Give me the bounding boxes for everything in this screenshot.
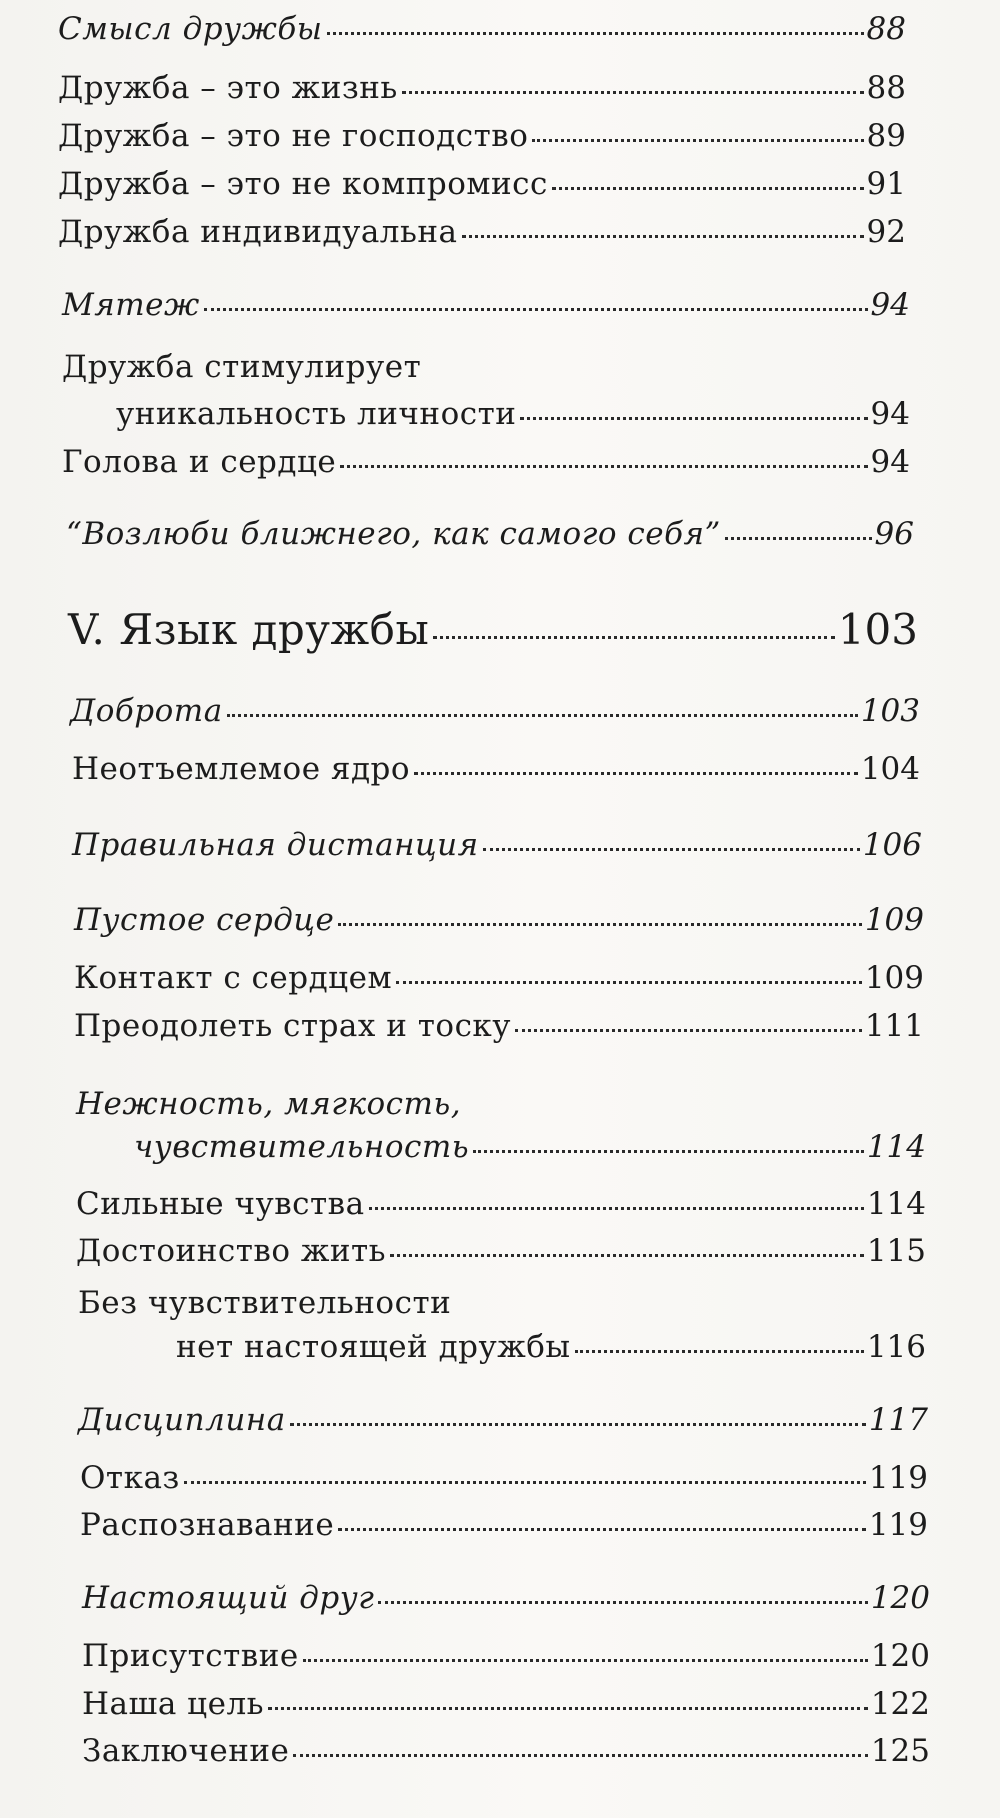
toc-page-number: 120 bbox=[870, 1580, 930, 1616]
chapter-heading bbox=[68, 605, 918, 654]
toc-page-number: 111 bbox=[864, 1008, 924, 1044]
toc-entry-title: Контакт с сердцем bbox=[74, 960, 393, 996]
leader-dots bbox=[293, 1754, 867, 1757]
toc-page-number: 119 bbox=[868, 1507, 928, 1543]
leader-dots bbox=[414, 772, 858, 775]
toc-entry bbox=[74, 902, 924, 938]
toc-entry bbox=[76, 1186, 926, 1222]
leader-dots bbox=[338, 923, 862, 926]
toc-entry-title: Присутствие bbox=[82, 1638, 299, 1674]
toc-page-number: 91 bbox=[866, 166, 906, 202]
toc-entry bbox=[176, 1329, 926, 1365]
leader-dots bbox=[290, 1423, 866, 1426]
toc-page-number: 88 bbox=[866, 70, 906, 106]
toc-entry bbox=[66, 516, 914, 552]
toc-page-number: 92 bbox=[866, 214, 906, 250]
toc-entry bbox=[134, 1129, 926, 1165]
toc-entry-title-line1: Без чувствительности bbox=[78, 1285, 452, 1321]
toc-page-number: 96 bbox=[874, 516, 914, 552]
toc-entry-title: Дружба – это не компромисс bbox=[58, 166, 548, 202]
leader-dots bbox=[532, 139, 863, 142]
toc-page-number: 94 bbox=[870, 444, 910, 480]
toc-page-number: 120 bbox=[870, 1638, 930, 1674]
leader-dots bbox=[340, 465, 867, 468]
leader-dots bbox=[402, 91, 864, 94]
toc-entry bbox=[72, 827, 922, 863]
leader-dots bbox=[515, 1029, 862, 1032]
leader-dots bbox=[338, 1528, 866, 1531]
leader-dots bbox=[184, 1481, 866, 1484]
chapter-page-number: 103 bbox=[837, 605, 918, 654]
toc-page-number: 88 bbox=[866, 11, 906, 47]
toc-entry bbox=[82, 1638, 930, 1674]
toc-entry-title: Неотъемлемое ядро bbox=[72, 751, 411, 787]
toc-entry bbox=[74, 960, 924, 996]
toc-page-number: 109 bbox=[864, 960, 924, 996]
toc-entry-title: Пустое сердце bbox=[74, 902, 335, 938]
leader-dots bbox=[520, 417, 867, 420]
toc-entry-title: Мятеж bbox=[62, 287, 200, 323]
toc-page-number: 115 bbox=[866, 1233, 926, 1269]
toc-entry-title: Преодолеть страх и тоску bbox=[74, 1008, 512, 1044]
toc-entry-title: Правильная дистанция bbox=[72, 827, 479, 863]
toc-entry-title-line1: Нежность, мягкость, bbox=[76, 1086, 462, 1122]
leader-dots bbox=[204, 308, 868, 311]
toc-entry-title: Отказ bbox=[80, 1460, 180, 1496]
toc-page-number: 119 bbox=[868, 1460, 928, 1496]
toc-entry-title-line1: Дружба стимулирует bbox=[62, 349, 422, 385]
toc-entry bbox=[70, 693, 920, 729]
toc-entry-title: Дисциплина bbox=[78, 1402, 286, 1438]
leader-dots bbox=[575, 1350, 864, 1353]
toc-entry bbox=[62, 287, 910, 323]
toc-entry bbox=[72, 751, 920, 787]
toc-entry bbox=[62, 444, 910, 480]
leader-dots bbox=[396, 981, 862, 984]
toc-entry-title: Дружба – это жизнь bbox=[58, 70, 398, 106]
toc-entry bbox=[80, 1460, 928, 1496]
toc-entry-title: Голова и сердце bbox=[62, 444, 337, 480]
toc-page-number: 116 bbox=[866, 1329, 926, 1365]
toc-page-number: 103 bbox=[860, 693, 920, 729]
toc-entry-title: Дружба индивидуальна bbox=[58, 214, 458, 250]
toc-entry-title: Настоящий друг bbox=[82, 1580, 375, 1616]
toc-entry bbox=[82, 1733, 930, 1769]
toc-page-number: 89 bbox=[866, 118, 906, 154]
toc-page-number: 114 bbox=[866, 1129, 926, 1165]
toc-entry-title: Достоинство жить bbox=[76, 1233, 387, 1269]
toc-entry bbox=[76, 1233, 926, 1269]
toc-entry bbox=[58, 214, 906, 250]
toc-entry-title: “Возлюби ближнего, как самого себя” bbox=[66, 516, 721, 552]
toc-entry bbox=[58, 70, 906, 106]
toc-entry bbox=[80, 1507, 928, 1543]
toc-entry-title: чувствительность bbox=[134, 1129, 470, 1165]
chapter-title: V. Язык дружбы bbox=[68, 605, 430, 654]
toc-entry-title: Смысл дружбы bbox=[58, 11, 323, 47]
leader-dots bbox=[725, 537, 872, 540]
toc-page-number: 106 bbox=[862, 827, 922, 863]
leader-dots bbox=[327, 32, 864, 35]
toc-page-number: 109 bbox=[864, 902, 924, 938]
toc-entry bbox=[78, 1402, 928, 1438]
toc-entry-title: нет настоящей дружбы bbox=[176, 1329, 571, 1365]
toc-entry bbox=[82, 1686, 930, 1722]
toc-page-number: 114 bbox=[866, 1186, 926, 1222]
leader-dots bbox=[483, 848, 860, 851]
toc-page-number: 117 bbox=[868, 1402, 928, 1438]
toc-entry bbox=[82, 1580, 930, 1616]
toc-entry-title: Распознавание bbox=[80, 1507, 335, 1543]
toc-entry-title: Дружба – это не господство bbox=[58, 118, 529, 154]
leader-dots bbox=[390, 1254, 864, 1257]
leader-dots bbox=[369, 1207, 864, 1210]
toc-entry bbox=[58, 118, 906, 154]
toc-page-number: 104 bbox=[860, 751, 920, 787]
toc-page-number: 94 bbox=[870, 396, 910, 432]
leader-dots bbox=[227, 714, 858, 717]
toc-entry-title: Сильные чувства bbox=[76, 1186, 365, 1222]
toc-entry bbox=[116, 396, 910, 432]
toc-entry-title: Заключение bbox=[82, 1733, 290, 1769]
leader-dots bbox=[268, 1707, 868, 1710]
toc-entry-title: уникальность личности bbox=[116, 396, 517, 432]
toc-page-number: 125 bbox=[870, 1733, 930, 1769]
toc-entry bbox=[58, 166, 906, 202]
toc-page-number: 94 bbox=[870, 287, 910, 323]
leader-dots bbox=[552, 187, 864, 190]
leader-dots bbox=[378, 1601, 867, 1604]
leader-dots bbox=[473, 1150, 864, 1153]
leader-dots bbox=[303, 1659, 868, 1662]
toc-page-number: 122 bbox=[870, 1686, 930, 1722]
leader-dots bbox=[462, 235, 864, 238]
leader-dots bbox=[433, 636, 834, 639]
toc-entry bbox=[74, 1008, 924, 1044]
toc-entry-title: Наша цель bbox=[82, 1686, 265, 1722]
toc-entry bbox=[58, 11, 906, 47]
toc-entry-title: Доброта bbox=[70, 693, 223, 729]
